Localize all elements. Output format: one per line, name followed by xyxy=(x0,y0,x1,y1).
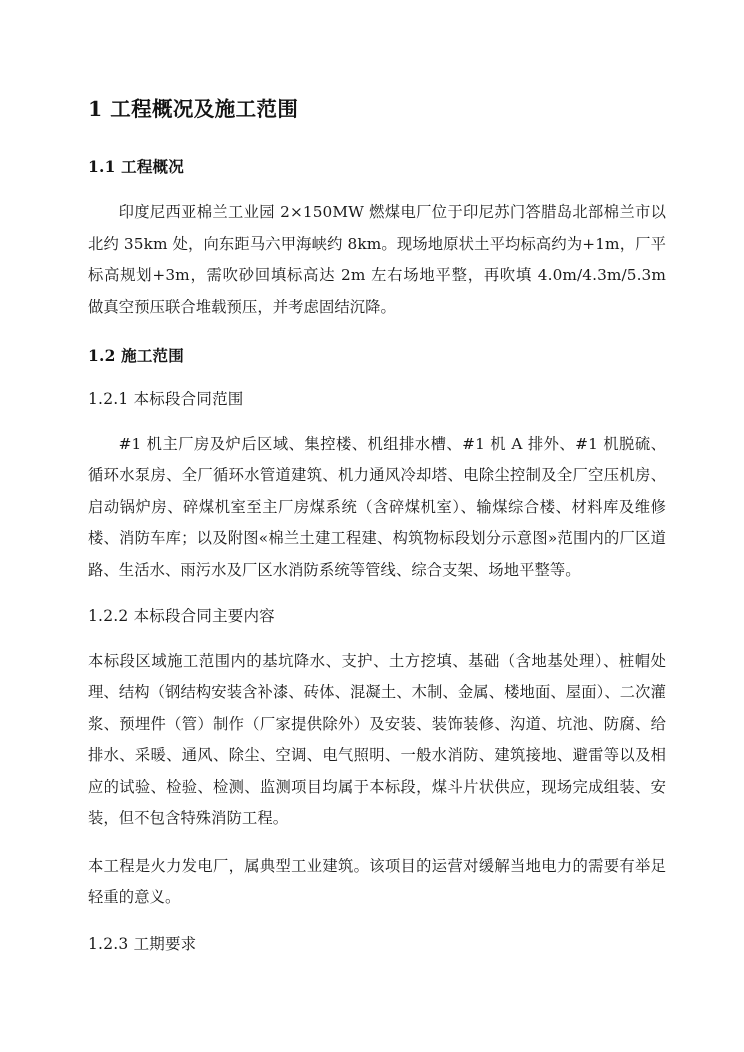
section-heading-1-2: 1.2 施工范围 xyxy=(88,346,184,366)
spacer xyxy=(88,323,666,345)
section-heading-1-2-1: 1.2.1 本标段合同范围 xyxy=(88,390,244,409)
paragraph-main-contract-content: 本标段区域施工范围内的基坑降水、支护、土方挖填、基础（含地基处理）、桩帽处理、结构（钢结构安装含补漆、砖体、混凝土、木制、金属、楼地面、屋面）、二次灌浆、预埋件（管）制作（厂家提供除外）及安装、装饰装修、沟道、坑池、防腐、给排水、采暖、通风、除尘、空调、电气照明、一般水消防、建筑接地、避雷等以及相应的试验、检验、检测、监测项目均属于本标段，煤斗片状供应，现场完成组装、安装，但不包含特殊消防工程。 xyxy=(88,651,666,828)
spacer xyxy=(88,367,666,389)
paragraph-project-overview: 印度尼西亚棉兰工业园 2×150MW 燃煤电厂位于印尼苏门答腊岛北部棉兰市以北约 35km 处，向东距马六甲海峡约 8km。现场地原状土平均标高约为+1m，厂平标高规划+3m，需吹砂回填标高达 2m 左右场地平整，再吹填 4.0m/4.3m/5.3m 做真空预压联合堆载预压，并考虑固结沉降。 xyxy=(88,203,666,316)
spacer xyxy=(88,914,666,934)
page-title: 1 工程概况及施工范围 xyxy=(88,97,299,121)
paragraph-contract-scope: #1 机主厂房及炉后区域、集控楼、机组排水槽、#1 机 A 排外、#1 机脱硫、循环水泵房、全厂循环水管道建筑、机力通风冷却塔、电除尘控制及全厂空压机房、启动锅炉房、碎煤机室至主厂房煤系统（含碎煤机室）、输煤综合楼、材料库及维修楼、消防车库；以及附图«棉兰土建工程建、构筑物标段划分示意图»范围内的厂区道路、生活水、雨污水及厂区水消防系统等管线、综合支架、场地平整等。 xyxy=(88,434,666,579)
section-heading-1-2-3: 1.2.3 工期要求 xyxy=(88,934,197,953)
spacer xyxy=(88,130,666,156)
spacer xyxy=(88,177,666,197)
spacer xyxy=(88,628,666,646)
section-heading-1-1: 1.1 工程概况 xyxy=(88,156,184,176)
spacer xyxy=(88,411,666,429)
section-heading-1-2-2: 1.2.2 本标段合同主要内容 xyxy=(88,607,275,626)
spacer xyxy=(88,586,666,606)
spacer xyxy=(88,835,666,851)
document-content xyxy=(88,96,666,956)
paragraph-project-significance: 本工程是火力发电厂，属典型工业建筑。该项目的运营对缓解当地电力的需要有举足轻重的意义。 xyxy=(88,856,666,907)
